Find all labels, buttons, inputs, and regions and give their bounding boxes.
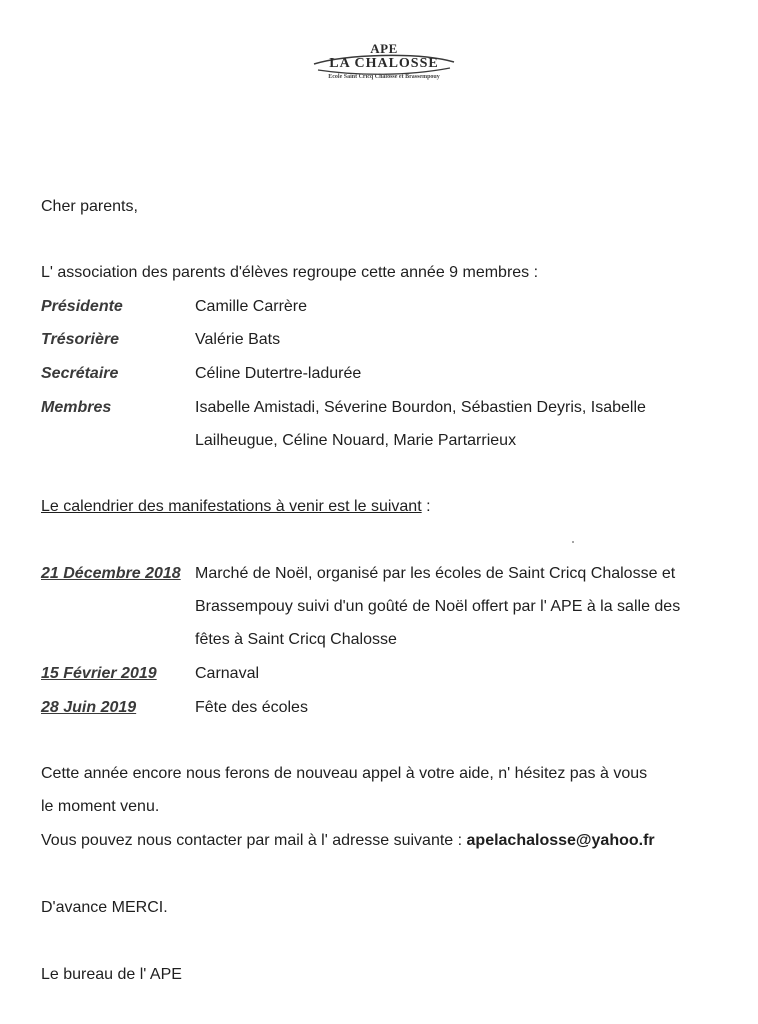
calendar-intro-suffix: : <box>421 498 431 515</box>
logo-la-chalosse-text: LA CHALOSSE <box>329 56 439 71</box>
scan-speck <box>572 541 574 543</box>
greeting: Cher parents, <box>41 198 138 215</box>
role-tresoriere: Trésorière <box>41 331 119 348</box>
thanks-line: D'avance MERCI. <box>41 899 168 916</box>
event-date-carnaval: 15 Février 2019 <box>41 665 157 682</box>
contact-email: apelachalosse@yahoo.fr <box>466 832 655 849</box>
event-desc-line2: Brassempouy suivi d'un goûté de Noël offert par l' APE à la salle des <box>195 598 681 615</box>
intro-text: L' association des parents d'élèves regroupe cette année 9 membres : <box>41 264 539 281</box>
calendar-intro-underlined: Le calendrier des manifestations à venir est le suivant <box>41 498 422 515</box>
signature-line: Le bureau de l' APE <box>41 966 182 983</box>
member-names-presidente: Camille Carrère <box>195 298 308 315</box>
contact-line <box>41 831 655 851</box>
member-names-membres-line1: Isabelle Amistadi, Séverine Bourdon, Sébastien Deyris, Isabelle <box>195 399 646 416</box>
appeal-line1: Cette année encore nous ferons de nouveau appel à votre aide, n' hésitez pas à vous <box>41 765 648 782</box>
member-names-tresoriere: Valérie Bats <box>195 331 281 348</box>
event-desc-line1: Marché de Noël, organisé par les écoles de Saint Cricq Chalosse et <box>195 565 676 582</box>
member-names-membres-line2: Lailheugue, Céline Nouard, Marie Partarrieux <box>195 432 517 449</box>
role-secretaire: Secrétaire <box>41 365 119 382</box>
ape-logo <box>308 40 460 84</box>
member-names-secretaire: Céline Dutertre-ladurée <box>195 365 362 382</box>
event-desc-carnaval: Carnaval <box>195 665 260 682</box>
role-membres: Membres <box>41 399 112 416</box>
event-desc-fete-ecoles: Fête des écoles <box>195 699 308 716</box>
logo-tagline: Ecole Saint Cricq Chalosse et Brassempouy <box>328 74 440 80</box>
logo-ape-text: APE <box>370 41 398 56</box>
appeal-line2: le moment venu. <box>41 798 160 815</box>
event-date-marche-noel: 21 Décembre 2018 <box>41 565 181 582</box>
contact-prefix: Vous pouvez nous contacter par mail à l' adresse suivante : <box>41 832 467 849</box>
calendar-intro <box>41 497 431 517</box>
role-presidente: Présidente <box>41 298 123 315</box>
event-desc-line3: fêtes à Saint Cricq Chalosse <box>195 631 397 648</box>
event-date-fete-ecoles: 28 Juin 2019 <box>41 699 137 716</box>
